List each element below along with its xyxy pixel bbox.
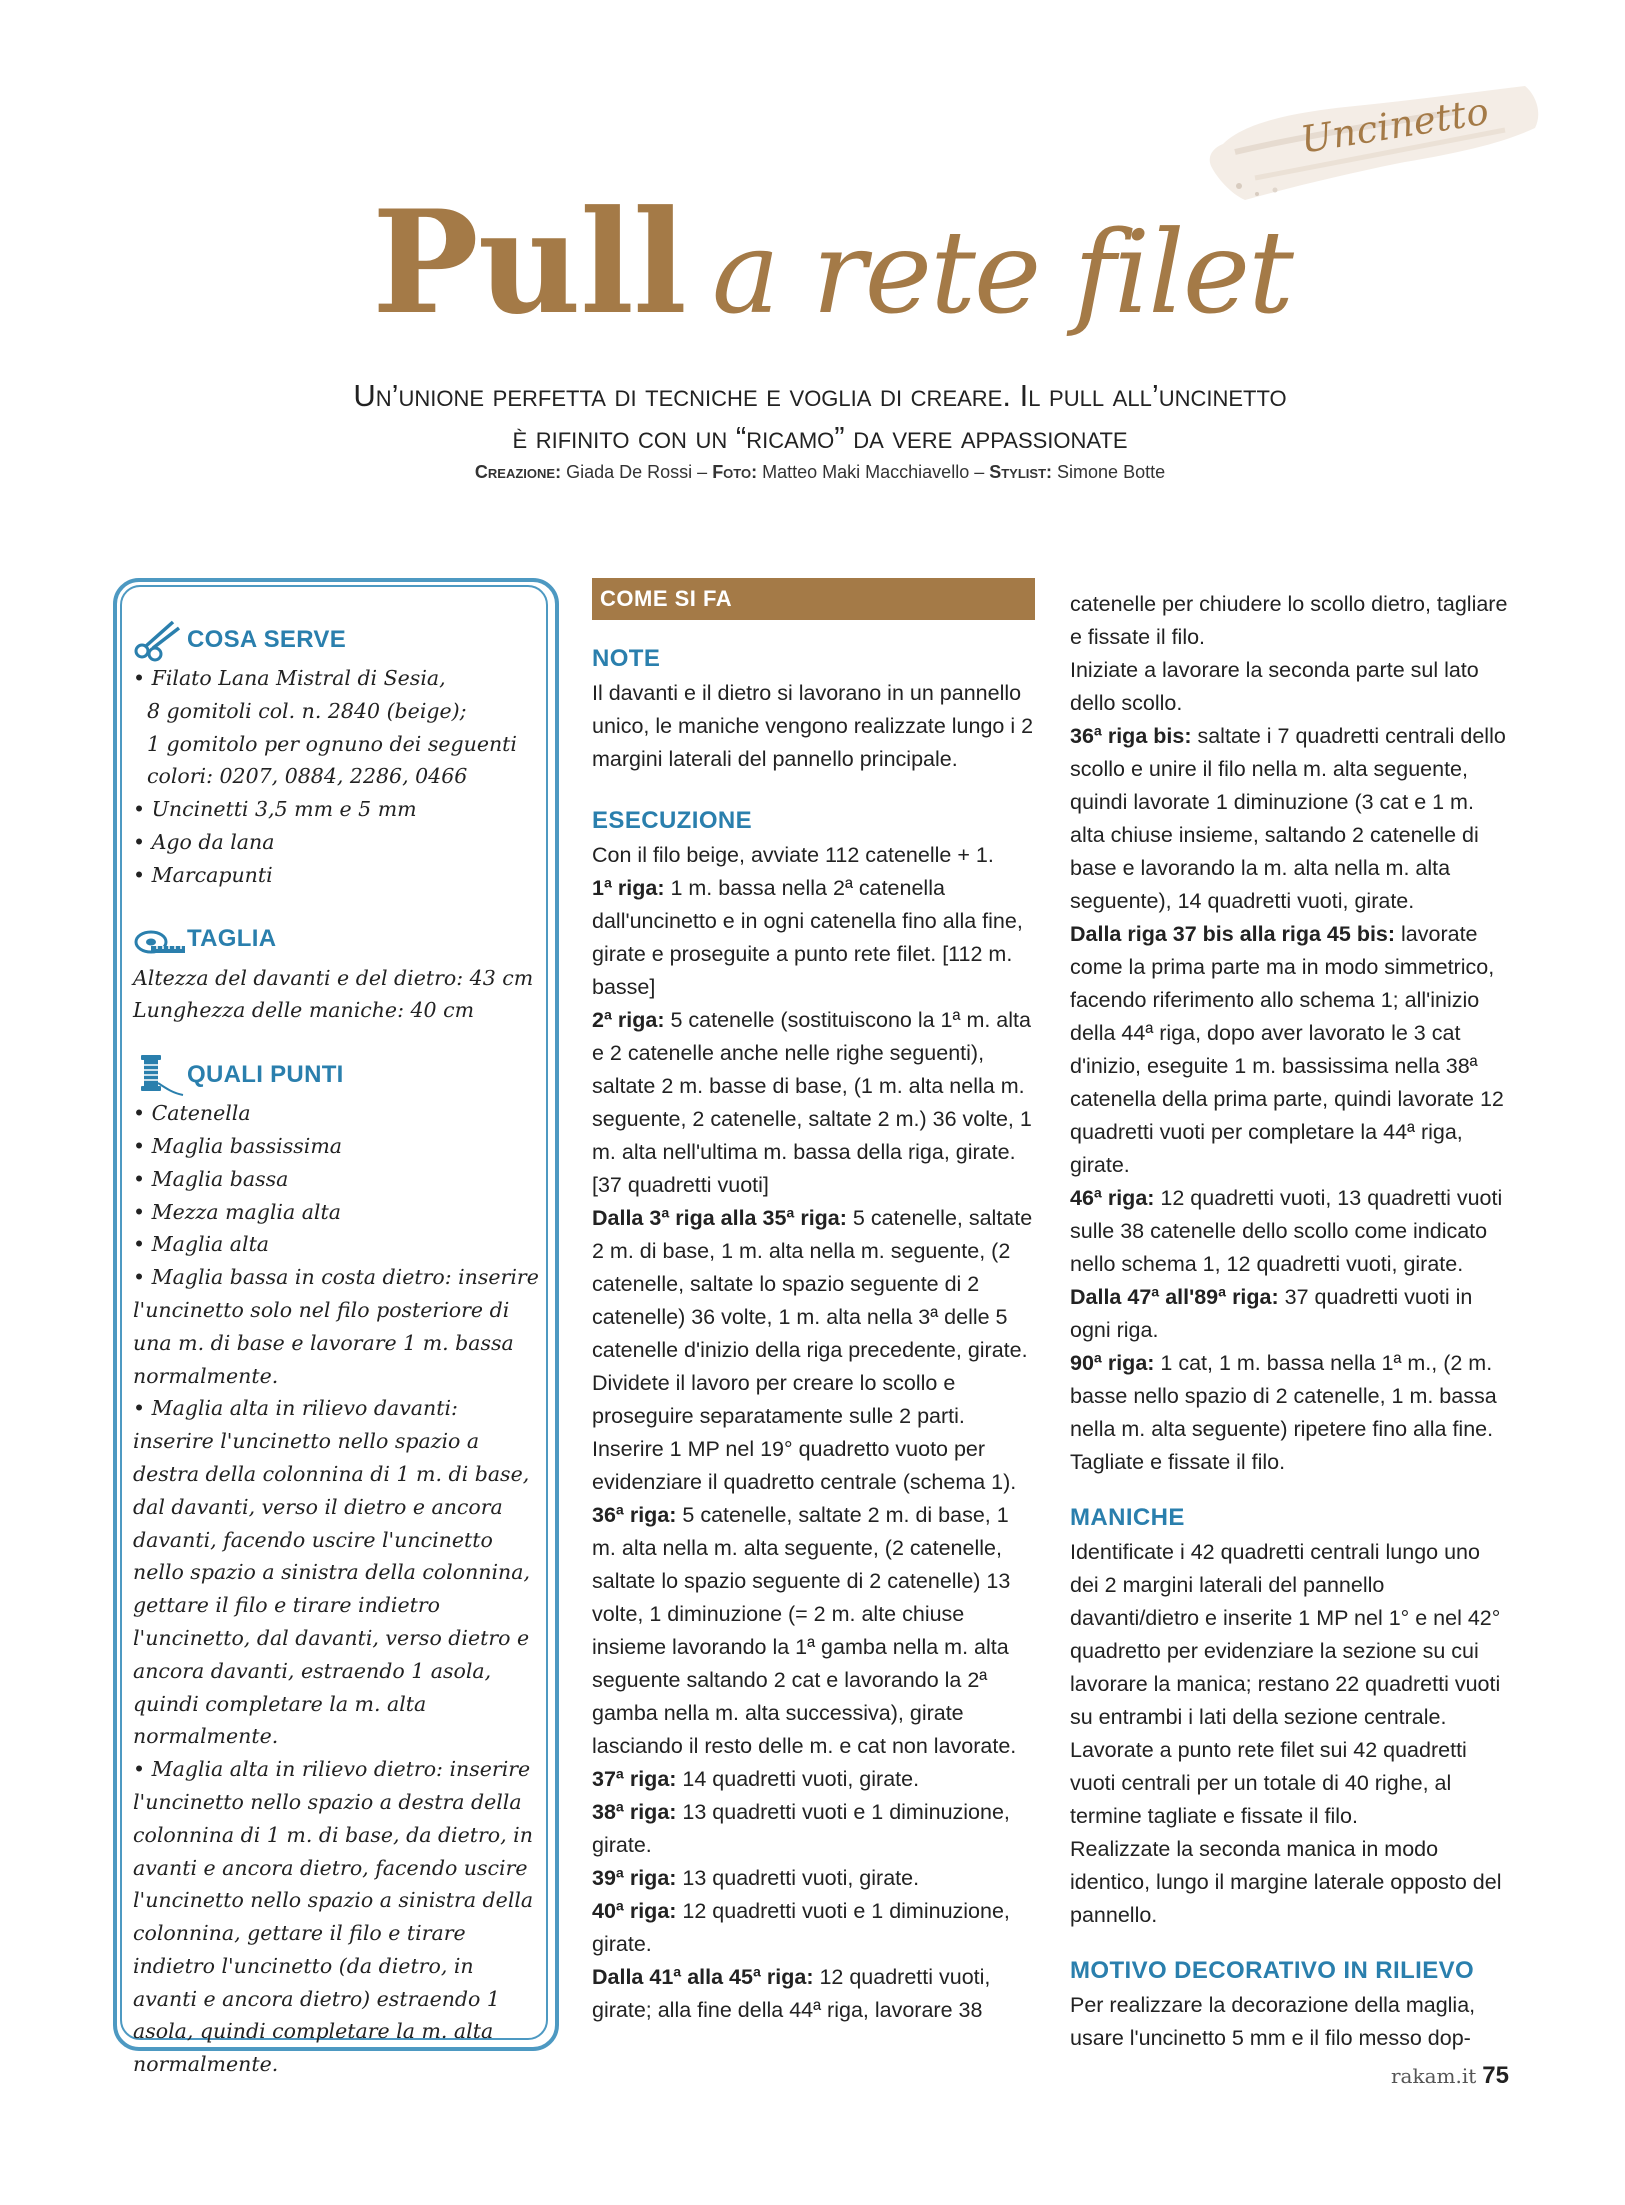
page-footer (1391, 2062, 1509, 2090)
row-2 (592, 1004, 1035, 1202)
row-text: lavorate come la prima parte ma in modo simmetrico, facendo riferimento allo schema 1; all'inizio della 44ª riga, dopo aver lavorato le 3 cat d'inizio, eseguite 1 m. bassissima nella 38ª catenella della prima parte, quindi lavorate 12 quadretti vuoti per completare la 44ª riga, girate. (1070, 922, 1504, 1177)
taglia-item: Lunghezza delle maniche: 40 cm (133, 998, 475, 1023)
row-text: saltate i 7 quadretti centrali dello scollo e unire il filo nella m. alta seguente, quindi lavorate 1 diminuzione (3 cat e 1 m. alta chiuse insieme, saltando 2 catenelle di base e lavorando la m. alta nella m. alta seguente), 14 quadretti vuoti, girate. (1070, 724, 1506, 913)
quali-punti-item: • Maglia bassissima (133, 1133, 342, 1158)
row-text: 5 catenelle, saltate 2 m. di base, 1 m. alta nella m. seguente, (2 catenelle, saltate lo spazio seguente di 2 catenelle) 36 volte, 1 m. alta nella 3ª delle 5 catenelle d'inizio della riga precedente, girate. (592, 1206, 1033, 1362)
cosa-serve-item: 8 gomitoli col. n. 2840 (beige); (147, 698, 467, 723)
subtitle-line-2: è rifinito con un “ricamo” da vere appassionate (512, 420, 1128, 455)
cosa-serve-item: • Filato Lana Mistral di Sesia, (133, 666, 446, 690)
continued-text: catenelle per chiudere lo scollo dietro, tagliare e fissate il filo. (1070, 592, 1508, 649)
row-1 (592, 872, 1035, 1004)
esecuzione-intro: Con il filo beige, avviate 112 catenelle + 1. (592, 843, 994, 867)
divide-text: Dividete il lavoro per creare lo scollo e proseguire separatamente sulle 2 parti. Inserire 1 MP nel 19° quadretto vuoto per evidenziare il quadretto centrale (schema 1). (592, 1371, 1017, 1494)
second-part-text: Iniziate a lavorare la seconda parte sul lato dello scollo. (1070, 658, 1479, 715)
row-label: 36ª riga: (592, 1503, 677, 1527)
title-main: Pull (372, 180, 686, 346)
maniche-text-1: Identificate i 42 quadretti centrali lungo uno dei 2 margini laterali del pannello davanti/dietro e inserite 1 MP nel 1° e nel 42° quadretto per evidenziare la sezione su cui lavorare la manica; restano 22 quadretti vuoti su entrambi i lati della sezione centrale. (1070, 1540, 1501, 1729)
row-text: 37 quadretti vuoti in ogni riga. (1070, 1285, 1473, 1342)
row-text: 12 quadretti vuoti e 1 diminuzione, girate. (592, 1899, 1010, 1956)
row-36 (592, 1499, 1035, 1763)
cosa-serve-item: 1 gomitolo per ognuno dei seguenti (147, 731, 517, 756)
row-label: 36ª riga bis: (1070, 724, 1192, 748)
cosa-serve-header (133, 618, 543, 662)
note-text: Il davanti e il dietro si lavorano in un pannello unico, le maniche vengono realizzate lungo i 2 margini laterali del pannello principale. (592, 681, 1034, 771)
note-heading: NOTE (592, 645, 661, 672)
motivo-heading: MOTIVO DECORATIVO IN RILIEVO (1070, 1957, 1475, 1984)
row-text: 12 quadretti vuoti, girate; alla fine della 44ª riga, lavorare 38 (592, 1965, 991, 2022)
row-41-45 (592, 1961, 1035, 2027)
taglia-title: TAGLIA (187, 925, 277, 953)
subtitle (150, 375, 1490, 459)
cosa-serve-item: • Marcapunti (133, 862, 273, 887)
credits (150, 462, 1490, 483)
row-text: 5 catenelle (sostituiscono la 1ª m. alta e 2 catenelle anche nelle righe seguenti), saltate 2 m. basse di base, (1 m. alta nella m. seguente, 2 catenelle, saltate 2 m.) 36 volte, 1 m. alta nell'ultima m. bassa della riga, girate. [37 quadretti vuoti] (592, 1008, 1032, 1197)
maniche-heading: MANICHE (1070, 1504, 1185, 1531)
scissors-icon (133, 618, 187, 662)
row-label: Dalla 47ª all'89ª riga: (1070, 1285, 1279, 1309)
row-text: 14 quadretti vuoti, girate. (676, 1767, 920, 1791)
row-text: 13 quadretti vuoti, girate. (676, 1866, 920, 1890)
quali-punti-title: QUALI PUNTI (187, 1060, 344, 1088)
row-text: 13 quadretti vuoti e 1 diminuzione, girate. (592, 1800, 1010, 1857)
row-37 (592, 1763, 1035, 1796)
quali-punti-header (133, 1053, 543, 1097)
materials-box (133, 614, 543, 2081)
maniche-text-2: Lavorate a punto rete filet sui 42 quadretti vuoti centrali per un totale di 40 righe, al termine tagliate e fissate il filo. (1070, 1738, 1467, 1828)
cosa-serve-title: COSA SERVE (187, 625, 347, 653)
credits-creation-value: Giada De Rossi – (566, 462, 708, 482)
quali-punti-item: • Maglia bassa in costa dietro: inserire l'uncinetto solo nel filo posteriore di una m. di base e lavorare 1 m. bassa normalmente. (133, 1265, 539, 1388)
maniche-text-3: Realizzate la seconda manica in modo identico, lungo il margine laterale opposto del pannello. (1070, 1837, 1502, 1927)
cosa-serve-item: • Ago da lana (133, 829, 275, 854)
credits-stylist-value: Simone Botte (1057, 462, 1166, 482)
row-label: Dalla 3ª riga alla 35ª riga: (592, 1206, 847, 1230)
row-47-89 (1070, 1281, 1513, 1347)
row-text: 5 catenelle, saltate 2 m. di base, 1 m. alta nella m. alta seguente, (2 catenelle, saltate lo spazio seguente di 2 catenelle) 13 volte, 1 diminuzione (= 2 m. alte chiuse insieme lavorando la 1ª gamba nella m. alta seguente saltando 2 cat e lavorando la 2ª gamba nella m. alta successiva), girate lasciando il resto delle m. e cat non lavorate. (592, 1503, 1017, 1758)
come-si-fa-bar: COME SI FA (592, 578, 1035, 620)
instructions-column-2 (1070, 588, 1513, 2055)
row-label: 90ª riga: (1070, 1351, 1155, 1375)
footer-site: rakam.it (1391, 2064, 1477, 2088)
row-text: 12 quadretti vuoti, 13 quadretti vuoti sulle 38 catenelle dello scollo come indicato nello schema 1, 12 quadretti vuoti, girate. (1070, 1186, 1503, 1276)
page-title (372, 180, 1332, 380)
row-label: 2ª riga: (592, 1008, 665, 1032)
row-text: 1 cat, 1 m. bassa nella 1ª m., (2 m. basse nello spazio di 2 catenelle, 1 m. bassa nella m. alta seguente) ripetere fino alla fine. Tagliate e fissate il filo. (1070, 1351, 1497, 1474)
row-label: 46ª riga: (1070, 1186, 1155, 1210)
credits-photo-label: Foto: (712, 462, 758, 482)
row-label: 38ª riga: (592, 1800, 677, 1824)
quali-punti-item: • Mezza maglia alta (133, 1199, 341, 1224)
thread-spool-icon (133, 1053, 187, 1097)
cosa-serve-item: • Uncinetti 3,5 mm e 5 mm (133, 797, 417, 822)
row-36-bis (1070, 720, 1513, 918)
row-46 (1070, 1182, 1513, 1281)
row-label: Dalla riga 37 bis alla riga 45 bis: (1070, 922, 1396, 946)
row-label: Dalla 41ª alla 45ª riga: (592, 1965, 814, 1989)
row-label: 37ª riga: (592, 1767, 677, 1791)
title-script: a rete filet (711, 206, 1292, 339)
credits-creation-label: Creazione: (474, 462, 562, 482)
row-40 (592, 1895, 1035, 1961)
quali-punti-item: • Maglia bassa (133, 1166, 289, 1191)
credits-stylist-label: Stylist: (989, 462, 1053, 482)
instructions-column-1 (592, 578, 1035, 2027)
row-label: 1ª riga: (592, 876, 665, 900)
cosa-serve-item: colori: 0207, 0884, 2286, 0466 (147, 764, 468, 789)
quali-punti-item: • Maglia alta in rilievo dietro: inserire l'uncinetto nello spazio a destra della colonnina di 1 m. di base, da dietro, in avanti e ancora dietro, facendo uscire l'uncinetto nello spazio a sinistra della colonnina, gettare il filo e tirare indietro l'uncinetto (da dietro, in avanti e ancora dietro) estraendo 1 asola, quindi completare la m. alta normalmente. (133, 1757, 534, 2077)
taglia-item: Altezza del davanti e del dietro: 43 cm (133, 965, 534, 990)
quali-punti-item: • Maglia alta (133, 1232, 270, 1257)
row-37-45-bis (1070, 918, 1513, 1182)
section-tag-label: Uncinetto (1297, 89, 1493, 162)
quali-punti-item: • Catenella (133, 1101, 251, 1126)
taglia-header (133, 918, 543, 962)
row-3-35 (592, 1202, 1035, 1367)
row-38 (592, 1796, 1035, 1862)
row-39 (592, 1862, 1035, 1895)
quali-punti-item: • Maglia alta in rilievo davanti: inserire l'uncinetto nello spazio a destra della colonnina di 1 m. di base, dal davanti, verso il dietro e ancora davanti, facendo uscire l'uncinetto nello spazio a sinistra della colonnina, gettare il filo e tirare indietro l'uncinetto, dal davanti, verso dietro e ancora davanti, estraendo 1 asola, quindi completare la m. alta normalmente. (133, 1396, 530, 1749)
subtitle-line-1: Un’unione perfetta di tecniche e voglia di creare. Il pull all’uncinetto (353, 378, 1287, 413)
row-label: 40ª riga: (592, 1899, 677, 1923)
row-text: 1 m. bassa nella 2ª catenella dall'uncinetto e in ogni catenella fino alla fine, girate e proseguite a punto rete filet. [112 m. basse] (592, 876, 1023, 999)
row-90 (1070, 1347, 1513, 1479)
page-number: 75 (1482, 2062, 1509, 2089)
credits-photo-value: Matteo Maki Macchiavello – (762, 462, 985, 482)
esecuzione-heading: ESECUZIONE (592, 807, 753, 834)
row-label: 39ª riga: (592, 1866, 677, 1890)
motivo-text: Per realizzare la decorazione della maglia, usare l'uncinetto 5 mm e il filo messo dop- (1070, 1993, 1476, 2050)
measuring-tape-icon (133, 918, 187, 962)
